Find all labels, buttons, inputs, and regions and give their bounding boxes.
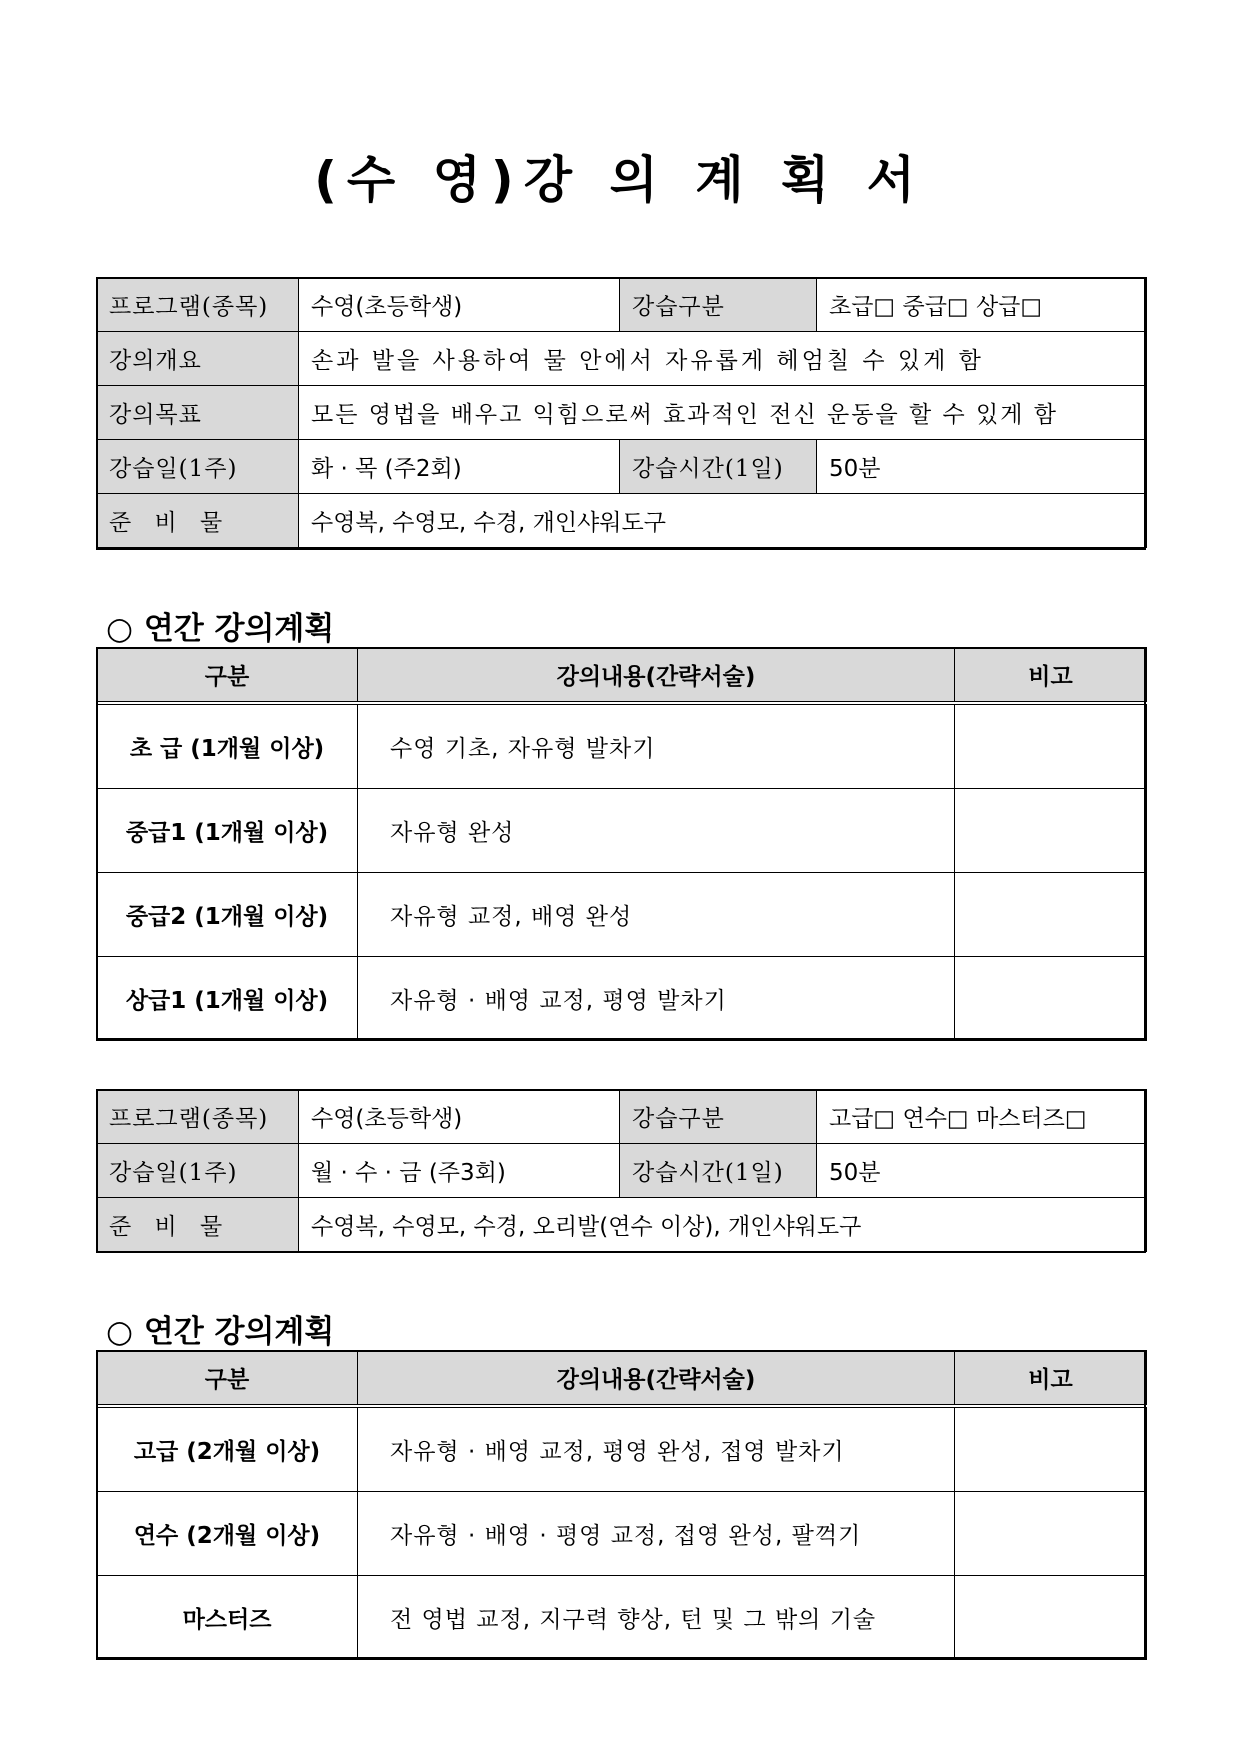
supplies-row — [97, 1198, 1147, 1252]
days-label: 강습일(1주) — [97, 440, 299, 494]
supplies-value: 수영복, 수영모, 수경, 개인샤워도구 — [299, 494, 1147, 548]
program-row — [97, 278, 1147, 332]
category-label: 강습구분 — [620, 1090, 817, 1144]
days-row — [97, 1144, 1147, 1198]
program-value: 수영(초등학생) — [299, 278, 620, 332]
days-label: 강습일(1주) — [97, 1144, 299, 1198]
header-note: 비고 — [955, 648, 1147, 704]
program-label: 프로그램(종목) — [97, 1090, 299, 1144]
content-cell: 자유형 · 배영 · 평영 교정, 접영 완성, 팔꺽기 — [358, 1492, 955, 1576]
level-cell: 초 급 (1개월 이상) — [97, 703, 358, 789]
supplies-label: 준 비 물 — [97, 494, 299, 548]
table-row — [97, 703, 1147, 789]
program-value: 수영(초등학생) — [299, 1090, 620, 1144]
program-info-table-1 — [96, 277, 1147, 548]
time-value: 50분 — [817, 1144, 1147, 1198]
level-cell: 마스터즈 — [97, 1576, 358, 1660]
overview-value: 손과 발을 사용하여 물 안에서 자유롭게 헤엄칠 수 있게 함 — [299, 332, 1147, 386]
program-row — [97, 1090, 1147, 1144]
goal-row — [97, 386, 1147, 440]
note-cell — [955, 1492, 1147, 1576]
time-value: 50분 — [817, 440, 1147, 494]
level-cell: 연수 (2개월 이상) — [97, 1492, 358, 1576]
level-cell: 중급1 (1개월 이상) — [97, 789, 358, 873]
content-cell: 전 영법 교정, 지구력 향상, 턴 및 그 밖의 기술 — [358, 1576, 955, 1660]
category-value: 초급□ 중급□ 상급□ — [817, 278, 1147, 332]
annual-plan-table-2 — [96, 1350, 1147, 1660]
page-title: (수 영)강 의 계 획 서 — [314, 151, 925, 209]
note-cell — [955, 789, 1147, 873]
content-cell: 자유형 완성 — [358, 789, 955, 873]
supplies-row — [97, 494, 1147, 548]
supplies-label: 준 비 물 — [97, 1198, 299, 1252]
annual-plan-table-1 — [96, 647, 1147, 1041]
header-row — [97, 1351, 1147, 1407]
header-category: 구분 — [97, 648, 358, 704]
days-row — [97, 440, 1147, 494]
note-cell — [955, 957, 1147, 1041]
table-row — [97, 957, 1147, 1041]
level-cell: 상급1 (1개월 이상) — [97, 957, 358, 1041]
category-label: 강습구분 — [620, 278, 817, 332]
header-content: 강의내용(간략서술) — [358, 1351, 955, 1407]
level-cell: 중급2 (1개월 이상) — [97, 873, 358, 957]
overview-row — [97, 332, 1147, 386]
note-cell — [955, 703, 1147, 789]
content-cell: 자유형 · 배영 교정, 평영 완성, 접영 발차기 — [358, 1406, 955, 1492]
goal-label: 강의목표 — [97, 386, 299, 440]
note-cell — [955, 1406, 1147, 1492]
table-row — [97, 789, 1147, 873]
note-cell — [955, 1576, 1147, 1660]
table-row — [97, 1406, 1147, 1492]
section-title-annual-plan-1: ○ 연간 강의계획 — [106, 611, 335, 647]
note-cell — [955, 873, 1147, 957]
program-info-table-2 — [96, 1089, 1147, 1252]
days-value: 월 · 수 · 금 (주3회) — [299, 1144, 620, 1198]
category-value: 고급□ 연수□ 마스터즈□ — [817, 1090, 1147, 1144]
header-row — [97, 648, 1147, 704]
time-label: 강습시간(1일) — [620, 1144, 817, 1198]
time-label: 강습시간(1일) — [620, 440, 817, 494]
content-cell: 수영 기초, 자유형 발차기 — [358, 703, 955, 789]
overview-label: 강의개요 — [97, 332, 299, 386]
header-category: 구분 — [97, 1351, 358, 1407]
header-content: 강의내용(간략서술) — [358, 648, 955, 704]
table-row — [97, 1576, 1147, 1660]
goal-value: 모든 영법을 배우고 익힘으로써 효과적인 전신 운동을 할 수 있게 함 — [299, 386, 1147, 440]
content-cell: 자유형 · 배영 교정, 평영 발차기 — [358, 957, 955, 1041]
header-note: 비고 — [955, 1351, 1147, 1407]
level-cell: 고급 (2개월 이상) — [97, 1406, 358, 1492]
section-title-annual-plan-2: ○ 연간 강의계획 — [106, 1314, 335, 1350]
days-value: 화 · 목 (주2회) — [299, 440, 620, 494]
table-row — [97, 873, 1147, 957]
program-label: 프로그램(종목) — [97, 278, 299, 332]
supplies-value: 수영복, 수영모, 수경, 오리발(연수 이상), 개인샤워도구 — [299, 1198, 1147, 1252]
content-cell: 자유형 교정, 배영 완성 — [358, 873, 955, 957]
table-row — [97, 1492, 1147, 1576]
